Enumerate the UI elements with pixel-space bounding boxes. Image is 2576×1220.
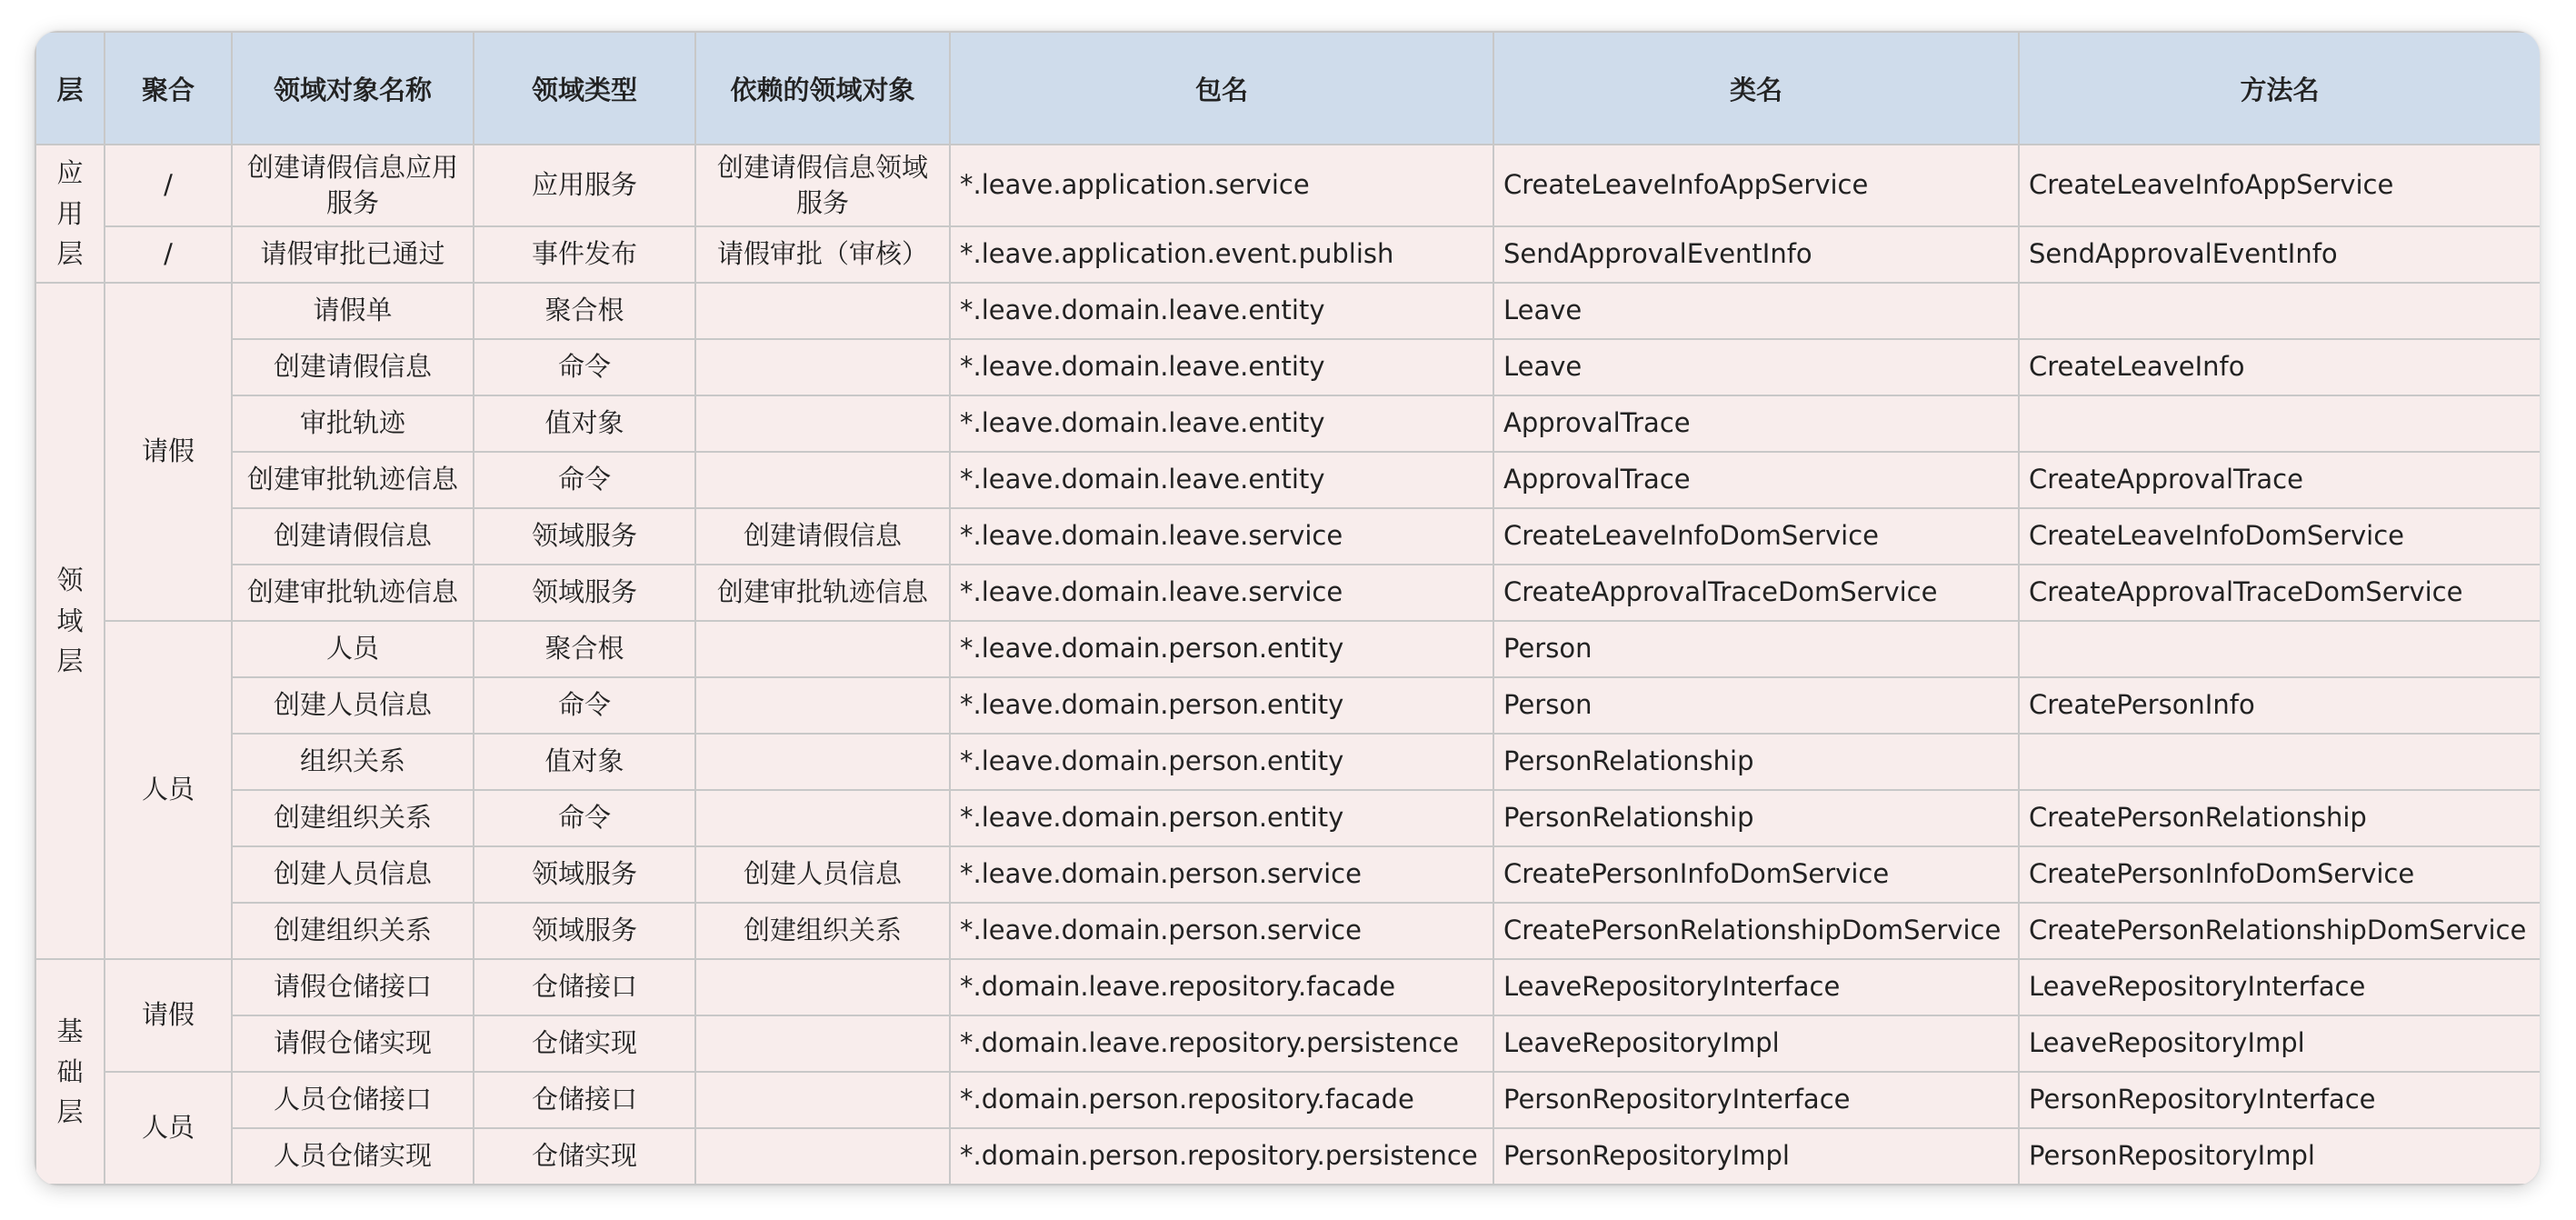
package-cell: *.leave.domain.person.entity xyxy=(950,734,1493,790)
table-row xyxy=(35,283,2540,339)
method-cell: CreateLeaveInfoDomService xyxy=(2019,508,2540,565)
class-cell: CreateLeaveInfoDomService xyxy=(1493,508,2019,565)
object-name-cell: 创建请假信息应用服务 xyxy=(232,145,474,226)
method-cell xyxy=(2019,395,2540,452)
object-name-cell: 创建审批轨迹信息 xyxy=(232,452,474,508)
package-cell: *.leave.domain.leave.entity xyxy=(950,339,1493,395)
object-name-cell: 人员仓储实现 xyxy=(232,1128,474,1185)
aggregate-cell: 请假 xyxy=(105,283,232,621)
class-cell: LeaveRepositoryInterface xyxy=(1493,959,2019,1015)
dependency-cell: 创建审批轨迹信息 xyxy=(695,565,950,621)
object-name-cell: 创建人员信息 xyxy=(232,846,474,903)
object-name-cell: 请假仓储接口 xyxy=(232,959,474,1015)
class-cell: CreateApprovalTraceDomService xyxy=(1493,565,2019,621)
package-cell: *.leave.domain.person.service xyxy=(950,903,1493,959)
table-row xyxy=(35,846,2540,903)
object-name-cell: 人员仓储接口 xyxy=(232,1072,474,1128)
domain-type-cell: 命令 xyxy=(474,790,695,846)
object-name-cell: 请假审批已通过 xyxy=(232,226,474,283)
table-row xyxy=(35,395,2540,452)
package-cell: *.leave.domain.leave.entity xyxy=(950,452,1493,508)
layer-infrastructure: 基础层 xyxy=(35,959,105,1185)
domain-type-cell: 应用服务 xyxy=(474,145,695,226)
package-cell: *.leave.domain.leave.entity xyxy=(950,395,1493,452)
method-cell: SendApprovalEventInfo xyxy=(2019,226,2540,283)
domain-type-cell: 仓储实现 xyxy=(474,1128,695,1185)
package-cell: *.leave.domain.leave.service xyxy=(950,508,1493,565)
dependency-cell xyxy=(695,621,950,677)
domain-type-cell: 值对象 xyxy=(474,395,695,452)
object-name-cell: 创建请假信息 xyxy=(232,508,474,565)
dependency-cell xyxy=(695,1128,950,1185)
domain-type-cell: 仓储实现 xyxy=(474,1015,695,1072)
domain-type-cell: 仓储接口 xyxy=(474,959,695,1015)
header-aggregate: 聚合 xyxy=(105,32,232,145)
domain-type-cell: 命令 xyxy=(474,677,695,734)
table-row xyxy=(35,452,2540,508)
package-cell: *.leave.domain.person.entity xyxy=(950,790,1493,846)
domain-model-table xyxy=(35,31,2540,1185)
header-row xyxy=(35,32,2540,145)
package-cell: *.leave.application.event.publish xyxy=(950,226,1493,283)
table-row xyxy=(35,903,2540,959)
method-cell: PersonRepositoryImpl xyxy=(2019,1128,2540,1185)
dependency-cell xyxy=(695,790,950,846)
package-cell: *.leave.domain.person.service xyxy=(950,846,1493,903)
table-row xyxy=(35,621,2540,677)
table-row xyxy=(35,1015,2540,1072)
method-cell: CreateApprovalTraceDomService xyxy=(2019,565,2540,621)
package-cell: *.domain.leave.repository.facade xyxy=(950,959,1493,1015)
table-row xyxy=(35,1128,2540,1185)
aggregate-cell: / xyxy=(105,145,232,226)
dependency-cell: 创建人员信息 xyxy=(695,846,950,903)
package-cell: *.domain.person.repository.persistence xyxy=(950,1128,1493,1185)
object-name-cell: 创建人员信息 xyxy=(232,677,474,734)
table-row xyxy=(35,339,2540,395)
layer-domain: 领域层 xyxy=(35,283,105,959)
class-cell: ApprovalTrace xyxy=(1493,395,2019,452)
object-name-cell: 人员 xyxy=(232,621,474,677)
class-cell: CreatePersonInfoDomService xyxy=(1493,846,2019,903)
object-name-cell: 创建请假信息 xyxy=(232,339,474,395)
class-cell: ApprovalTrace xyxy=(1493,452,2019,508)
domain-type-cell: 命令 xyxy=(474,339,695,395)
method-cell: CreateApprovalTrace xyxy=(2019,452,2540,508)
header-domain-type: 领域类型 xyxy=(474,32,695,145)
domain-type-cell: 领域服务 xyxy=(474,846,695,903)
object-name-cell: 组织关系 xyxy=(232,734,474,790)
class-cell: LeaveRepositoryImpl xyxy=(1493,1015,2019,1072)
method-cell: CreateLeaveInfoAppService xyxy=(2019,145,2540,226)
method-cell: CreatePersonInfo xyxy=(2019,677,2540,734)
dependency-cell xyxy=(695,1015,950,1072)
class-cell: PersonRepositoryImpl xyxy=(1493,1128,2019,1185)
class-cell: Leave xyxy=(1493,339,2019,395)
method-cell: CreatePersonRelationship xyxy=(2019,790,2540,846)
header-layer: 层 xyxy=(35,32,105,145)
dependency-cell xyxy=(695,734,950,790)
table-row xyxy=(35,565,2540,621)
table-row xyxy=(35,959,2540,1015)
table-row xyxy=(35,145,2540,226)
header-package: 包名 xyxy=(950,32,1493,145)
dependency-cell xyxy=(695,339,950,395)
object-name-cell: 创建组织关系 xyxy=(232,790,474,846)
method-cell xyxy=(2019,734,2540,790)
class-cell: PersonRelationship xyxy=(1493,734,2019,790)
dependency-cell xyxy=(695,452,950,508)
domain-type-cell: 领域服务 xyxy=(474,903,695,959)
method-cell xyxy=(2019,283,2540,339)
package-cell: *.domain.leave.repository.persistence xyxy=(950,1015,1493,1072)
header-method: 方法名 xyxy=(2019,32,2540,145)
domain-type-cell: 事件发布 xyxy=(474,226,695,283)
table-card xyxy=(35,31,2540,1185)
table-row xyxy=(35,1072,2540,1128)
aggregate-cell: 请假 xyxy=(105,959,232,1072)
class-cell: CreatePersonRelationshipDomService xyxy=(1493,903,2019,959)
package-cell: *.leave.application.service xyxy=(950,145,1493,226)
domain-type-cell: 领域服务 xyxy=(474,565,695,621)
object-name-cell: 审批轨迹 xyxy=(232,395,474,452)
dependency-cell: 请假审批（审核） xyxy=(695,226,950,283)
package-cell: *.leave.domain.leave.service xyxy=(950,565,1493,621)
table-row xyxy=(35,508,2540,565)
method-cell xyxy=(2019,621,2540,677)
method-cell: CreatePersonInfoDomService xyxy=(2019,846,2540,903)
table-row xyxy=(35,677,2540,734)
object-name-cell: 创建审批轨迹信息 xyxy=(232,565,474,621)
package-cell: *.domain.person.repository.facade xyxy=(950,1072,1493,1128)
table-row xyxy=(35,790,2540,846)
dependency-cell xyxy=(695,959,950,1015)
object-name-cell: 创建组织关系 xyxy=(232,903,474,959)
domain-type-cell: 仓储接口 xyxy=(474,1072,695,1128)
dependency-cell xyxy=(695,677,950,734)
header-dependency: 依赖的领域对象 xyxy=(695,32,950,145)
package-cell: *.leave.domain.person.entity xyxy=(950,677,1493,734)
domain-type-cell: 命令 xyxy=(474,452,695,508)
class-cell: PersonRepositoryInterface xyxy=(1493,1072,2019,1128)
header-object-name: 领域对象名称 xyxy=(232,32,474,145)
object-name-cell: 请假仓储实现 xyxy=(232,1015,474,1072)
domain-type-cell: 领域服务 xyxy=(474,508,695,565)
table-row xyxy=(35,226,2540,283)
class-cell: Leave xyxy=(1493,283,2019,339)
dependency-cell xyxy=(695,283,950,339)
method-cell: CreateLeaveInfo xyxy=(2019,339,2540,395)
dependency-cell: 创建组织关系 xyxy=(695,903,950,959)
class-cell: CreateLeaveInfoAppService xyxy=(1493,145,2019,226)
class-cell: Person xyxy=(1493,621,2019,677)
header-class: 类名 xyxy=(1493,32,2019,145)
domain-type-cell: 聚合根 xyxy=(474,621,695,677)
layer-application: 应用层 xyxy=(35,145,105,283)
object-name-cell: 请假单 xyxy=(232,283,474,339)
dependency-cell: 创建请假信息 xyxy=(695,508,950,565)
domain-type-cell: 聚合根 xyxy=(474,283,695,339)
dependency-cell xyxy=(695,395,950,452)
domain-type-cell: 值对象 xyxy=(474,734,695,790)
aggregate-cell: 人员 xyxy=(105,1072,232,1185)
method-cell: LeaveRepositoryInterface xyxy=(2019,959,2540,1015)
package-cell: *.leave.domain.leave.entity xyxy=(950,283,1493,339)
table-row xyxy=(35,734,2540,790)
dependency-cell: 创建请假信息领域服务 xyxy=(695,145,950,226)
class-cell: PersonRelationship xyxy=(1493,790,2019,846)
package-cell: *.leave.domain.person.entity xyxy=(950,621,1493,677)
class-cell: SendApprovalEventInfo xyxy=(1493,226,2019,283)
method-cell: PersonRepositoryInterface xyxy=(2019,1072,2540,1128)
class-cell: Person xyxy=(1493,677,2019,734)
dependency-cell xyxy=(695,1072,950,1128)
aggregate-cell: 人员 xyxy=(105,621,232,959)
method-cell: LeaveRepositoryImpl xyxy=(2019,1015,2540,1072)
aggregate-cell: / xyxy=(105,226,232,283)
method-cell: CreatePersonRelationshipDomService xyxy=(2019,903,2540,959)
